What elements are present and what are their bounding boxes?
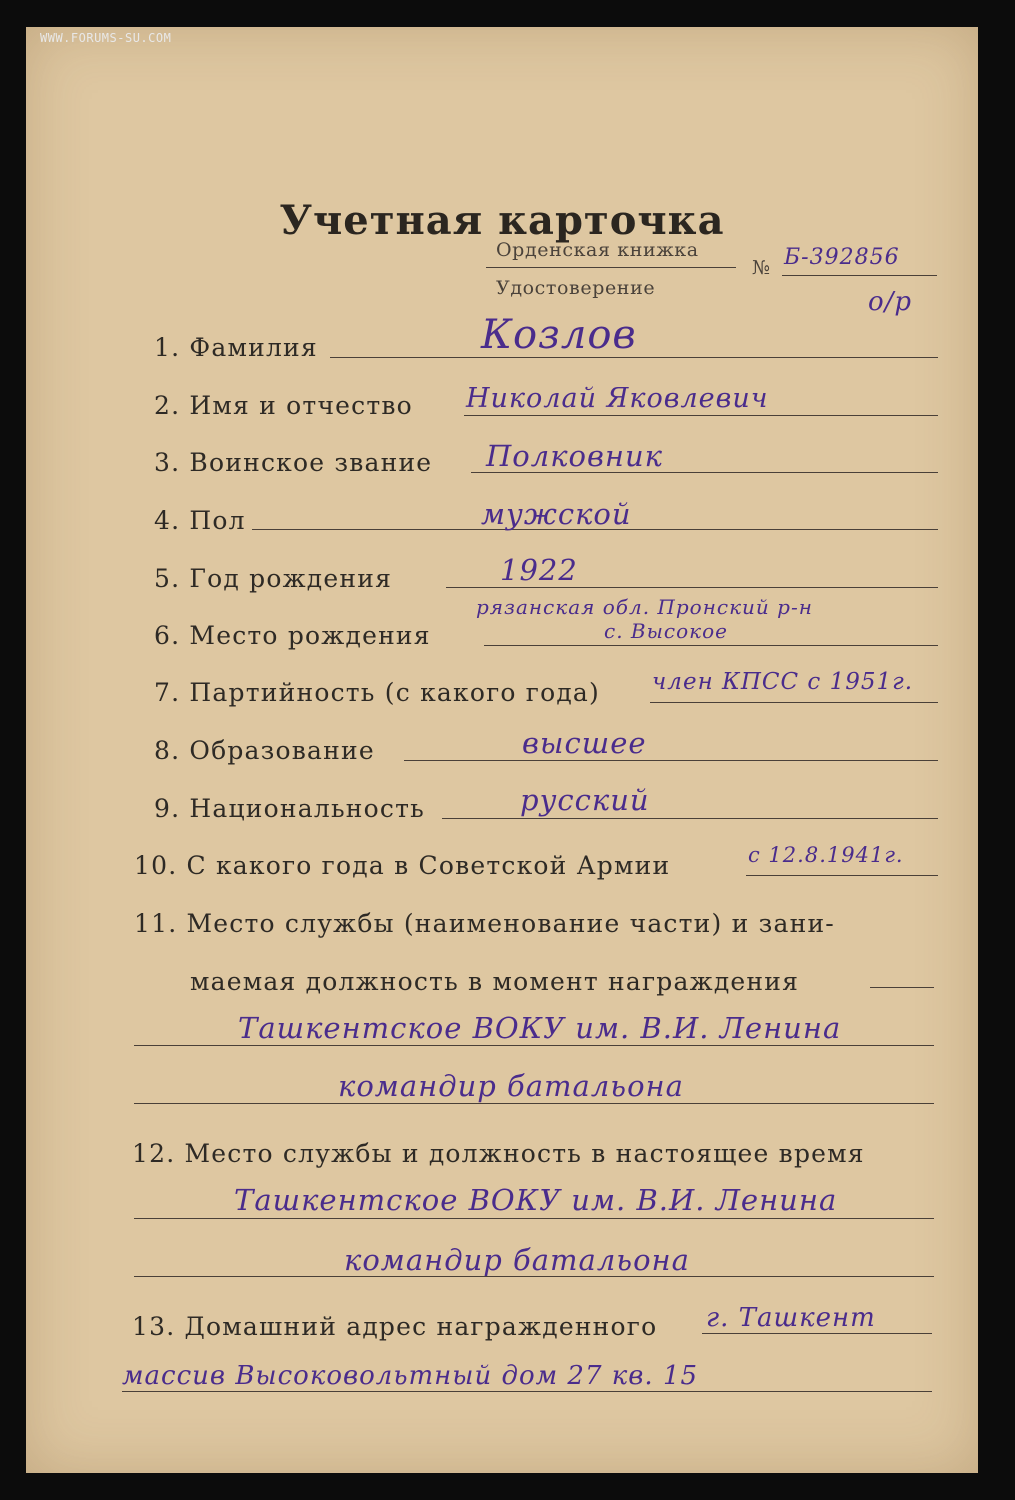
field-1-value: Козлов <box>481 312 637 358</box>
field-5-underline <box>446 587 938 588</box>
field-3-value: Полковник <box>486 439 663 473</box>
field-12-underline-2 <box>134 1276 934 1277</box>
booklet-number: Б-392856 <box>784 245 900 270</box>
field-13-value-line-2: массив Высоковольтный дом 27 кв. 15 <box>122 1361 699 1391</box>
field-12-value-line-2: командир батальона <box>344 1243 690 1277</box>
field-11-underline-2 <box>134 1103 934 1104</box>
field-12-label: 12. Место службы и должность в настоящее время <box>132 1139 865 1168</box>
number-sign: № <box>752 257 771 279</box>
card-title: Учетная карточка <box>279 197 725 244</box>
field-10-value: с 12.8.1941г. <box>748 843 904 867</box>
field-11-value-line-1: Ташкентское ВОКУ им. В.И. Ленина <box>238 1011 842 1045</box>
field-11-label-line-1: 11. Место службы (наименование части) и зани- <box>134 909 835 938</box>
field-5-label: 5. Год рождения <box>154 564 393 593</box>
field-10-label: 10. С какого года в Советской Армии <box>134 851 671 880</box>
field-3-label: 3. Воинское звание <box>154 448 433 477</box>
booklet-label: Орденская книжка <box>496 239 699 261</box>
field-2-underline <box>464 415 938 416</box>
field-11-value-line-2: командир батальона <box>338 1069 684 1103</box>
field-11-label-line-2: маемая должность в момент награждения <box>190 967 800 996</box>
field-2-label: 2. Имя и отчество <box>154 391 413 420</box>
field-4-label: 4. Пол <box>154 506 246 535</box>
field-13-value-line-1: г. Ташкент <box>706 1303 876 1333</box>
certificate-label: Удостоверение <box>496 277 656 299</box>
field-13-underline-2 <box>122 1391 932 1392</box>
field-11-label-underline <box>870 987 934 988</box>
field-10-underline <box>746 875 938 876</box>
field-6-value-line-2: с. Высокое <box>604 619 728 643</box>
field-11-underline-1 <box>134 1045 934 1046</box>
field-9-value: русский <box>520 783 650 817</box>
field-8-value: высшее <box>522 726 647 760</box>
field-1-label: 1. Фамилия <box>154 333 318 362</box>
field-5-value: 1922 <box>500 553 578 587</box>
watermark: WWW.FORUMS-SU.COM <box>40 31 172 45</box>
field-2-value: Николай Яковлевич <box>466 383 769 414</box>
field-9-label: 9. Национальность <box>154 794 425 823</box>
field-6-value-line-1: рязанская обл. Пронский р-н <box>476 595 813 619</box>
booklet-note: о/р <box>868 287 913 317</box>
field-6-underline <box>484 645 938 646</box>
field-12-underline-1 <box>134 1218 934 1219</box>
field-7-label: 7. Партийность (с какого года) <box>154 678 600 707</box>
field-8-label: 8. Образование <box>154 736 375 765</box>
field-9-underline <box>442 818 938 819</box>
field-12-value-line-1: Ташкентское ВОКУ им. В.И. Ленина <box>234 1183 838 1217</box>
registration-card <box>26 27 978 1473</box>
field-7-underline <box>650 702 938 703</box>
field-13-underline-1 <box>702 1333 932 1334</box>
field-6-label: 6. Место рождения <box>154 621 431 650</box>
field-13-label: 13. Домашний адрес награжденного <box>132 1312 658 1341</box>
field-4-value: мужской <box>481 497 632 531</box>
field-7-value: член КПСС с 1951г. <box>652 669 914 695</box>
number-underline <box>782 275 937 276</box>
booklet-divider <box>486 267 736 268</box>
field-8-underline <box>404 760 938 761</box>
